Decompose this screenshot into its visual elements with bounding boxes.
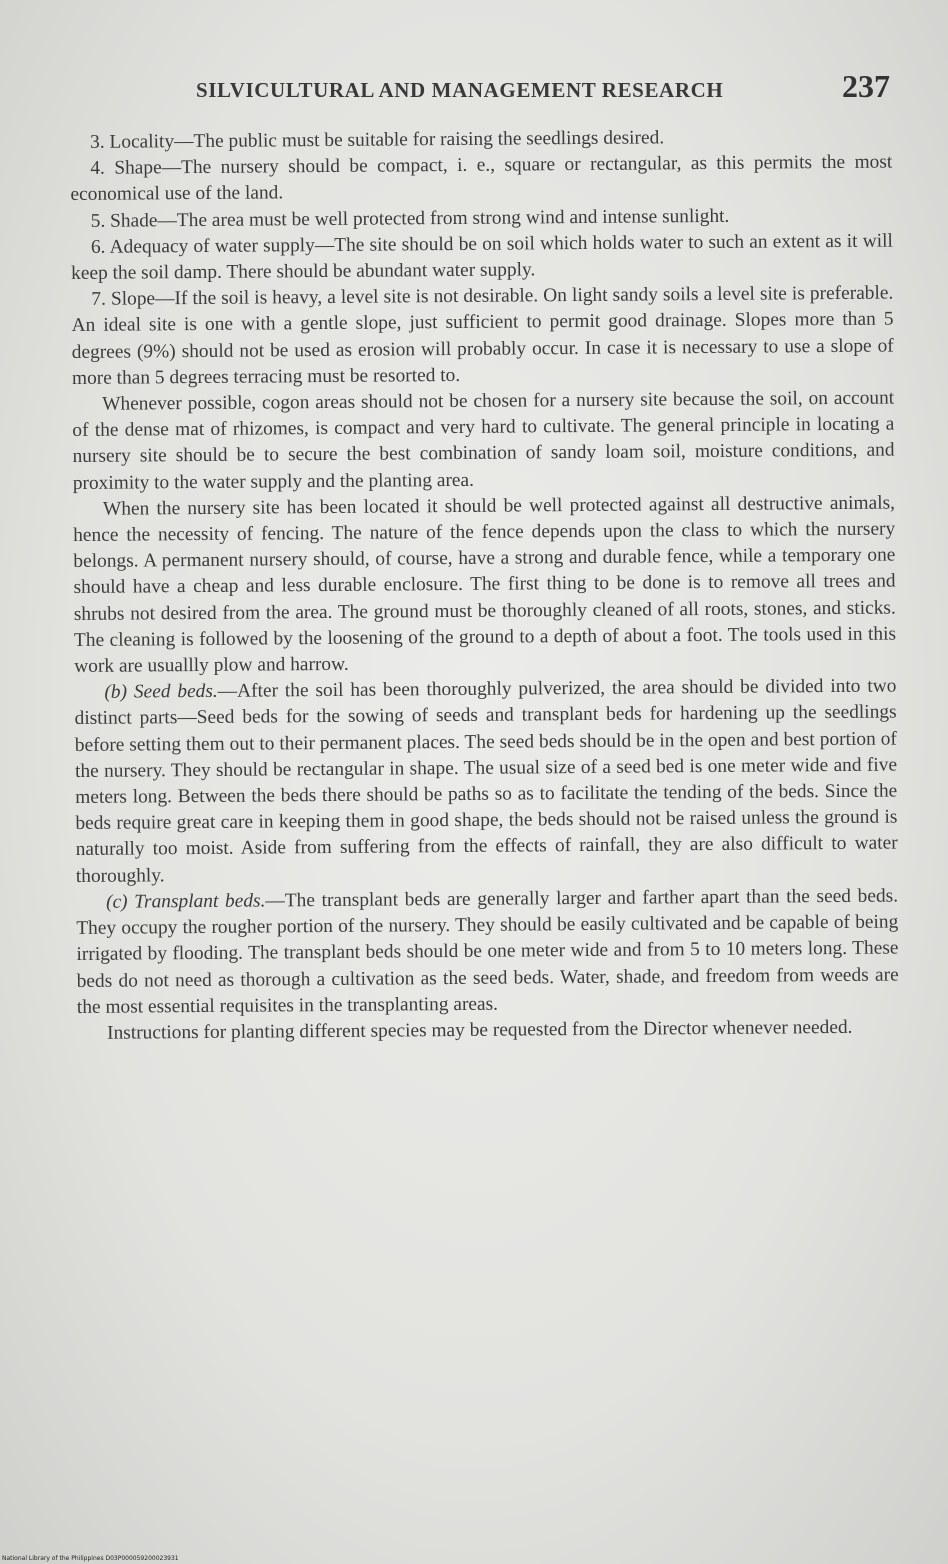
paragraph-shade: 5. Shade—The area must be well protected from strong wind and intense sunlight. <box>90 205 730 232</box>
paragraph-water-supply: 6. Adequacy of water supply—The site should be on soil which holds water to such an extent as it will keep the soil damp. There should be abundant water supply. <box>71 230 893 285</box>
paragraph-shape: 4. Shape—The nursery should be compact, i. e., square or rectangular, as this permits the most economical use of the land. <box>70 151 893 206</box>
paragraph-locality: 3. Locality—The public must be suitable for raising the seedlings desired. <box>90 127 665 153</box>
paragraph-instructions: Instructions for planting different species may be requested from the Director whenever needed. <box>107 1016 853 1044</box>
paragraph-fencing: When the nursery site has been located it should be well protected against all destructive animals, hence the necessity of fencing. The nature of the fence depends upon the class to which the nursery belongs. A permanent nursery should, of course, have a strong and durable fence, while a temporary one should have a cheap and less durable enclosure. The first thing to be done is to remove all trees and shrubs not desired from the area. The ground must be thoroughly cleaned of all roots, stones, and sticks. The cleaning is followed by the loosening of the ground to a depth of about a foot. The tools used in this work are usuallly plow and harrow. <box>73 492 897 678</box>
paragraph-seed-beds: (b) Seed beds.—After the soil has been thoroughly pulverized, the area should be divided into two distinct parts—Seed beds for the sowing of seeds and transplant beds for hardening up the seedlings before setting them out to their permanent places. The seed beds should be in the open and best portion of the nursery. They should be rectangular in shape. The usual size of a seed bed is one meter wide and five meters long. Between the beds there should be paths so as to facilitate the tending of the beds. Since the beds require great care in keeping them in good shape, the beds should not be raised unless the ground is naturally too moist. Aside from suffering from the effects of rainfall, they are also difficult to water thoroughly. <box>74 675 898 887</box>
scan-credit: National Library of the Philippines D03P000059200023931 <box>2 1555 179 1562</box>
paragraph-slope: 7. Slope—If the soil is heavy, a level site is not desirable. On light sandy soils a level site is preferable. An ideal site is one with a gentle slope, just sufficient to permit good drainage. Slopes more than 5 degrees (9%) should not be used as erosion will probably occur. In case it is necessary to use a slope of more than 5 degrees terracing must be resorted to. <box>71 282 894 389</box>
transplant-beds-heading: (c) Transplant beds. <box>105 890 266 913</box>
running-title: SILVICULTURAL AND MANAGEMENT RESEARCH <box>196 78 724 102</box>
paragraph-cogon-areas: Whenever possible, cogon areas should not be chosen for a nursery site because the soil, on account of the dense mat of rhizomes, is compact and very hard to cultivate. The general principle in locating a nursery site should be to secure the best combination of sandy loam soil, moisture conditions, and proximity to the water supply and the planting area. <box>72 387 895 494</box>
page-header <box>196 68 896 108</box>
page-number: 237 <box>842 68 890 104</box>
seed-beds-heading: (b) Seed beds. <box>104 681 218 704</box>
paragraph-transplant-beds: (c) Transplant beds.—The transplant beds are generally larger and farther apart than the seed beds. They occupy the rougher portion of the nursery. They should be easily cultivated and be capable of being irrigated by flooding. The transplant beds should be one meter wide and from 5 to 10 meters long. These beds do not need as thorough a cultivation as the seed beds. Water, shade, and freedom from weeds are the most essential requisites in the transplanting areas. <box>76 885 899 1018</box>
body-text <box>70 124 899 1048</box>
